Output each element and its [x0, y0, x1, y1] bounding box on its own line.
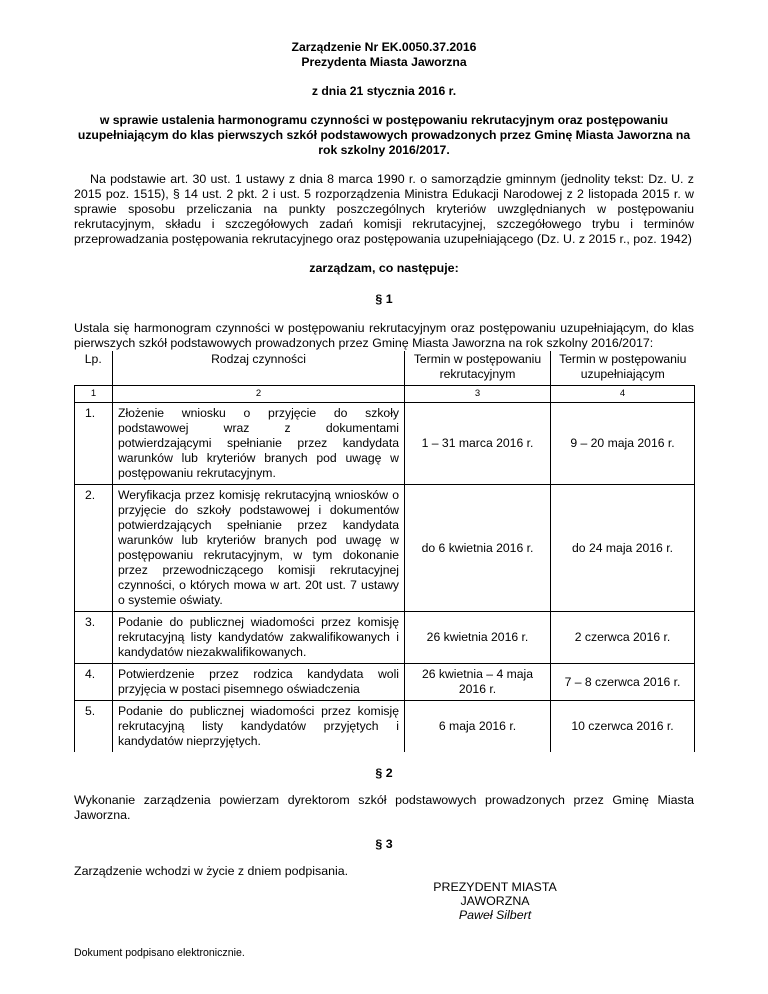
row-term-supplementary: 10 czerwca 2016 r. [551, 701, 695, 753]
column-number: 3 [405, 386, 551, 403]
row-activity: Potwierdzenie przez rodzica kandydata woli przyjęcia w postaci pisemnego oświadczenia [113, 664, 405, 701]
column-number: 2 [113, 386, 405, 403]
row-term-recruitment: 1 – 31 marca 2016 r. [405, 403, 551, 485]
signature-block [410, 880, 580, 922]
row-number: 1. [75, 403, 113, 485]
section-2-text: Wykonanie zarządzenia powierzam dyrektorom szkół podstawowych prowadzonych przez Gminę Miasta Jaworzna. [74, 793, 694, 822]
row-number: 4. [75, 664, 113, 701]
header-lp: Lp. [75, 351, 113, 386]
table-row [75, 485, 695, 612]
electronic-signature-note: Dokument podpisano elektronicznie. [74, 947, 245, 959]
row-term-supplementary: do 24 maja 2016 r. [551, 485, 695, 612]
header-term-supplementary: Termin w postępowaniu uzupełniającym [551, 351, 695, 386]
title-line-2: Prezydenta Miasta Jaworzna [301, 55, 467, 69]
section-3-heading: § 3 [375, 837, 393, 851]
table-column-numbers [75, 386, 695, 403]
row-term-recruitment: do 6 kwietnia 2016 r. [405, 485, 551, 612]
row-term-supplementary: 2 czerwca 2016 r. [551, 612, 695, 664]
section-3-text: Zarządzenie wchodzi w życie z dniem podpisania. [74, 864, 349, 878]
row-activity: Podanie do publicznej wiadomości przez komisję rekrutacyjną listy kandydatów zakwalifikowanych i kandydatów niezakwalifikowanych. [113, 612, 405, 664]
row-term-supplementary: 7 – 8 czerwca 2016 r. [551, 664, 695, 701]
row-number: 3. [75, 612, 113, 664]
decree-statement: zarządzam, co następuje: [309, 261, 459, 275]
row-term-recruitment: 26 kwietnia – 4 maja 2016 r. [405, 664, 551, 701]
row-term-supplementary: 9 – 20 maja 2016 r. [551, 403, 695, 485]
row-term-recruitment: 26 kwietnia 2016 r. [405, 612, 551, 664]
row-activity: Złożenie wniosku o przyjęcie do szkoły podstawowej wraz z dokumentami potwierdzającymi spełnianie przez kandydata warunków lub kryteriów branych pod uwagę w postępowaniu rekrutacyjnym. [113, 403, 405, 485]
document-subject: w sprawie ustalenia harmonogramu czynności w postępowaniu rekrutacyjnym oraz postępowaniu uzupełniającym do klas pierwszych szkół podstawowych prowadzonych przez Gminę Miasta Jaworzna na rok szkolny 2016/2017. [77, 113, 691, 157]
document-date: z dnia 21 stycznia 2016 r. [311, 84, 457, 98]
document-page [74, 40, 694, 879]
table-row [75, 403, 695, 485]
column-number: 1 [75, 386, 113, 403]
legal-basis: Na podstawie art. 30 ust. 1 ustawy z dnia 8 marca 1990 r. o samorządzie gminnym (jednolity tekst: Dz. U. z 2015 poz. 1515), § 14 ust. 2 pkt. 2 i ust. 5 rozporządzenia Ministra Edukacji Narodowej z 2 listopada 2015 r. w sprawie sposobu przeliczania na punkty poszczególnych kryteriów uwzględnianych w postępowaniu rekrutacyjnym, składu i szczegółowych zadań komisji rekrutacyjnej, szczegółowego trybu i terminów przeprowadzania postępowania rekrutacyjnego oraz postępowania uzupełniającego (Dz. U. z 2015 r., poz. 1942) [74, 172, 694, 246]
table-row [75, 701, 695, 753]
header-activity: Rodzaj czynności [113, 351, 405, 386]
section-2-heading: § 2 [375, 766, 393, 780]
header-term-recruitment: Termin w postępowaniu rekrutacyjnym [405, 351, 551, 386]
row-activity: Podanie do publicznej wiadomości przez komisję rekrutacyjną listy kandydatów przyjętych i kandydatów nieprzyjętych. [113, 701, 405, 753]
signatory-name: Paweł Silbert [458, 908, 532, 922]
table-header-row [75, 351, 695, 386]
row-term-recruitment: 6 maja 2016 r. [405, 701, 551, 753]
document-title [74, 40, 694, 99]
title-line-1: Zarządzenie Nr EK.0050.37.2016 [291, 40, 477, 54]
section-1-heading: § 1 [375, 292, 393, 306]
row-number: 2. [75, 485, 113, 612]
signature-line-2: JAWORZNA [460, 894, 530, 908]
schedule-table [74, 351, 695, 752]
signature-line-1: PREZYDENT MIASTA [433, 880, 557, 894]
row-activity: Weryfikacja przez komisję rekrutacyjną wniosków o przyjęcie do szkoły podstawowej i dokumentów potwierdzających spełnianie przez kandydata warunków lub kryteriów branych pod uwagę w postępowaniu rekrutacyjnym, w tym dokonanie przez przewodniczącego komisji rekrutacyjnej czynności, o których mowa w art. 20t ust. 7 ustawy o systemie oświaty. [113, 485, 405, 612]
column-number: 4 [551, 386, 695, 403]
row-number: 5. [75, 701, 113, 753]
table-row [75, 664, 695, 701]
table-row [75, 612, 695, 664]
section-1-text: Ustala się harmonogram czynności w postępowaniu rekrutacyjnym oraz postępowaniu uzupełniającym, do klas pierwszych szkół podstawowych prowadzonych przez Gminę Miasta Jaworzna na rok szkolny 2016/2017: [74, 321, 694, 350]
